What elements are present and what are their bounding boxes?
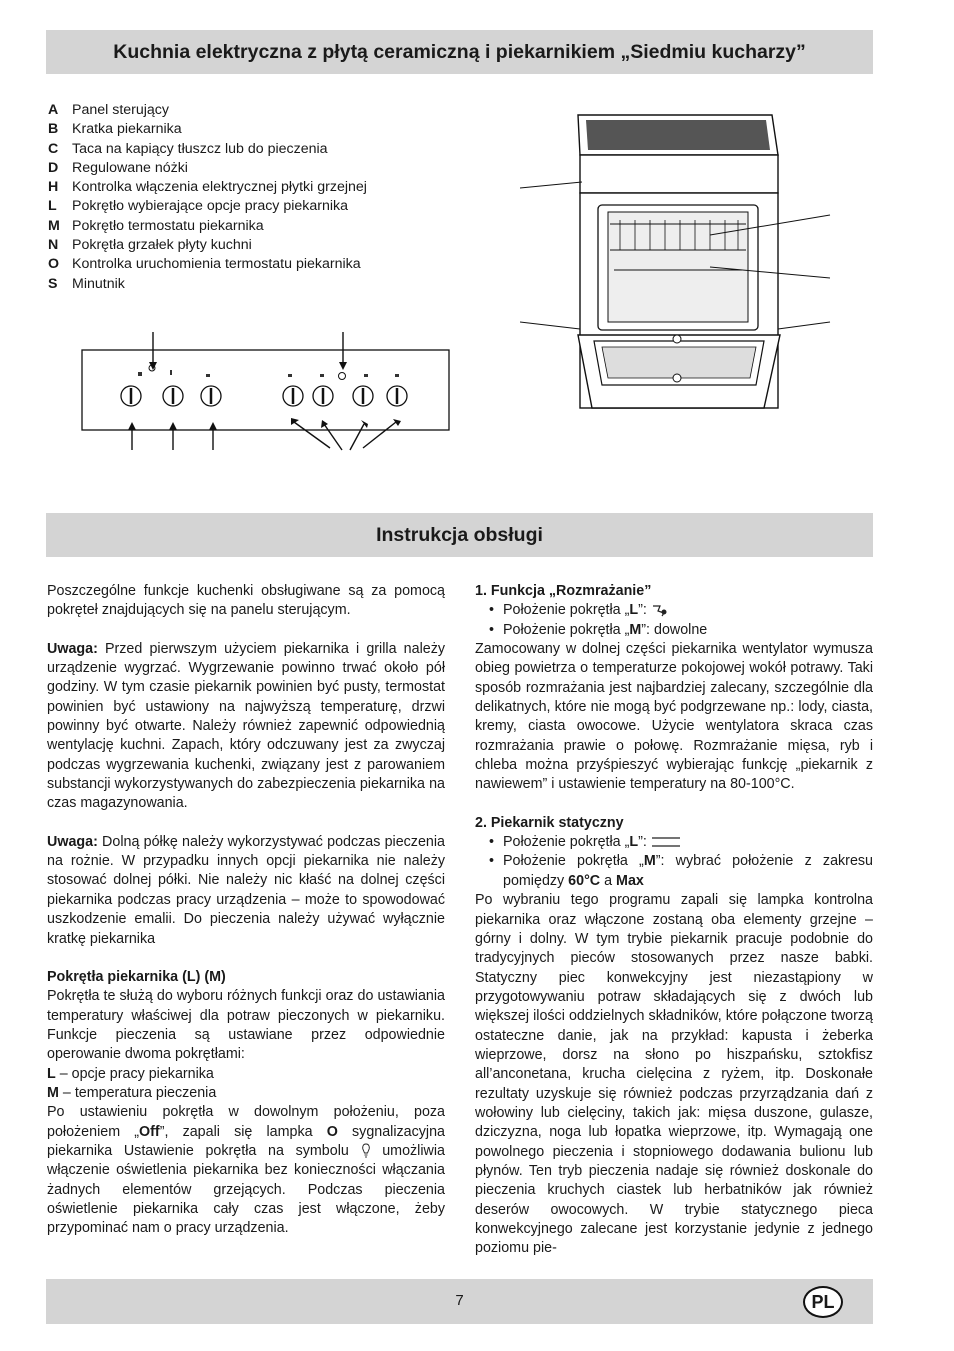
list-item: • Położenie pokrętła „L”: [475,601,873,620]
defrost-icon [651,602,667,618]
language-badge: PL [803,1286,843,1318]
right-column [475,582,873,1259]
note-paragraph: Uwaga: Przed pierwszym użyciem piekarnika i grilla należy urządzenie wygrzać. Wygrzewanie powinno trwać około pół godziny. W tym czasie piekarnik powinien być pusty, termostat powinien być ustawiony na najwyższą temperaturę, drzwi powinny być otwarte. Należy również zapewnić odpowiednią wentylację kuchni. Zapach, który odczuwany jest za zwyczaj podczas wygrzewania kuchenki, związany jest z parowaniem substancji wykorzystywanych do zabezpieczenia piekarnika na czas magazynowania. [47,640,445,812]
part-item: S Minutnik [48,275,125,292]
part-item: L Pokrętło wybierające opcje pracy piekarnika [48,198,349,215]
part-item: H Kontrolka włączenia elektrycznej płytki grzejnej [48,179,367,196]
part-item: B Kratka piekarnika [48,121,182,138]
oven-illustration [520,110,832,410]
note-paragraph: Uwaga: Dolną półkę należy wykorzystywać podczas pieczenia na rożnie. W przypadku innych opcji piekarnika nie należy stosować dolnej półki. Nie należy nic kłaść na dolnej części piekarnika podczas pracy urządzenia – może to spowodować uszkodzenie emalii. Do pieczenia należy używać wyłącznie kratkę piekarnika [47,833,445,947]
part-item: C Taca na kapiący tłuszcz lub do pieczenia [48,140,328,157]
list-item: • Położenie pokrętła „M”: wybrać położenie z zakresu pomiędzy 60°C a Max [475,852,873,891]
page-footer [46,1279,873,1324]
top-bottom-heat-icon [651,834,681,850]
lamp-paragraph: Po ustawieniu pokrętła w dowolnym położeniu, poza położeniem „Off”, zapali się lampka O sygnalizacyjna piekarnika Ustawienie pokrętła na symbolu umożliwia włączenie oświetlenia piekarnika bez konieczności włączania żadnych elementów grzejących. Podczas pieczenia oświetlenie piekarnika cały czas jest włączone, żeby przypominać nam o pracy urządzenia. [47,1104,446,1237]
defrost-paragraph: Zamocowany w dolnej części piekarnika wentylator wymusza obieg powietrza o temperaturze pokojowej wokół potrawy. Taki sposób rozmrażania jest najbardziej zalecany, szczególnie dla delikatnych, które nie mogą być podgrzewane np.: lody, ciasta, kremy, ciasta owocowe. Użycie wentylatora skraca czas rozmrażania prawie o połowę. Rozmrażanie mięsa, ryb i chleba można przyśpieszyć wybierając funkcję „piekarnik z nawiewem” i ustawienie temperatury na 80-100°C. [475,641,873,793]
section-title: Instrukcja obsługi [46,513,873,557]
knobs-paragraph: Pokrętła te służą do wyboru różnych funkcji oraz do ustawiania temperatury właściwej dla potraw pieczonych w piekarniku. Funkcje pieczenia są ustawiane przez odpowiednie operowanie dwoma pokrętłami: [47,988,445,1063]
page-title: Kuchnia elektryczna z płytą ceramiczną i piekarnikiem „Siedmiu kucharzy” [46,30,873,74]
lamp-icon [349,1143,371,1159]
list-item: • Położenie pokrętła „L”: [475,833,873,852]
m-line: M – temperatura pieczenia [47,1084,217,1101]
page-number: 7 [455,1292,464,1309]
intro-paragraph: Poszczególne funkcje kuchenki obsługiwane są za pomocą pokręteł znajdujących się na panelu sterującym. [47,583,445,619]
part-item: A Panel sterujący [48,102,169,118]
static-oven-heading: 2. Piekarnik statyczny [475,814,624,831]
l-line: L – opcje pracy piekarnika [47,1065,214,1082]
part-item: M Pokrętło termostatu piekarnika [48,217,264,234]
static-oven-paragraph: Po wybraniu tego programu zapali się lampka kontrolna piekarnika oraz włączone zostaną oba elementy grzejne – górny i dolny. W tym trybie piekarnik pracuje podobnie do tradycyjnych pieców stosowanych przez nasze babki. Statyczny piec konwekcyjny jest niezastąpiony w przygotowywaniu potraw składających się z dwóch lub większej ilości oddzielnych składników, które połączone tworzą ostateczne danie, jak na przykład: kapusta i żeberka wieprzowe, dorsz na słono po hiszpańsku, sztokfisz all’anconetana, krucha cielęcina z ryżem, itp. Doskonałe rezultaty uzyskuje się również podczas przyrządzania dań z wołowiny lub cielęciny, takich jak: mięsa duszone, gulasze, dziczyzna, noga lub łopatka wieprzowe, itp. Wymagają one powolnego pieczenia i stopniowego dodawania bulionu lub płynów. Ten tryb pieczenia nadaje się również doskonale do pieczenia kruchych ciastek lub herbatników jak również deserów owocowych. W trybie statycznego pieca konwekcyjnego zalecane jest korzystanie jedynie z jednego poziomu pie- [475,892,873,1257]
part-item: D Regulowane nóżki [48,159,188,176]
control-panel-illustration [80,330,455,455]
knobs-heading: Pokrętła piekarnika (L) (M) [47,968,226,985]
defrost-heading: 1. Funkcja „Rozmrażanie” [475,583,652,599]
part-item: N Pokrętła grzałek płyty kuchni [48,237,252,254]
left-column [47,582,445,1239]
part-item: O Kontrolka uruchomienia termostatu piekarnika [48,256,361,273]
parts-legend [48,101,367,294]
list-item: • Położenie pokrętła „M”: dowolne [475,621,873,640]
